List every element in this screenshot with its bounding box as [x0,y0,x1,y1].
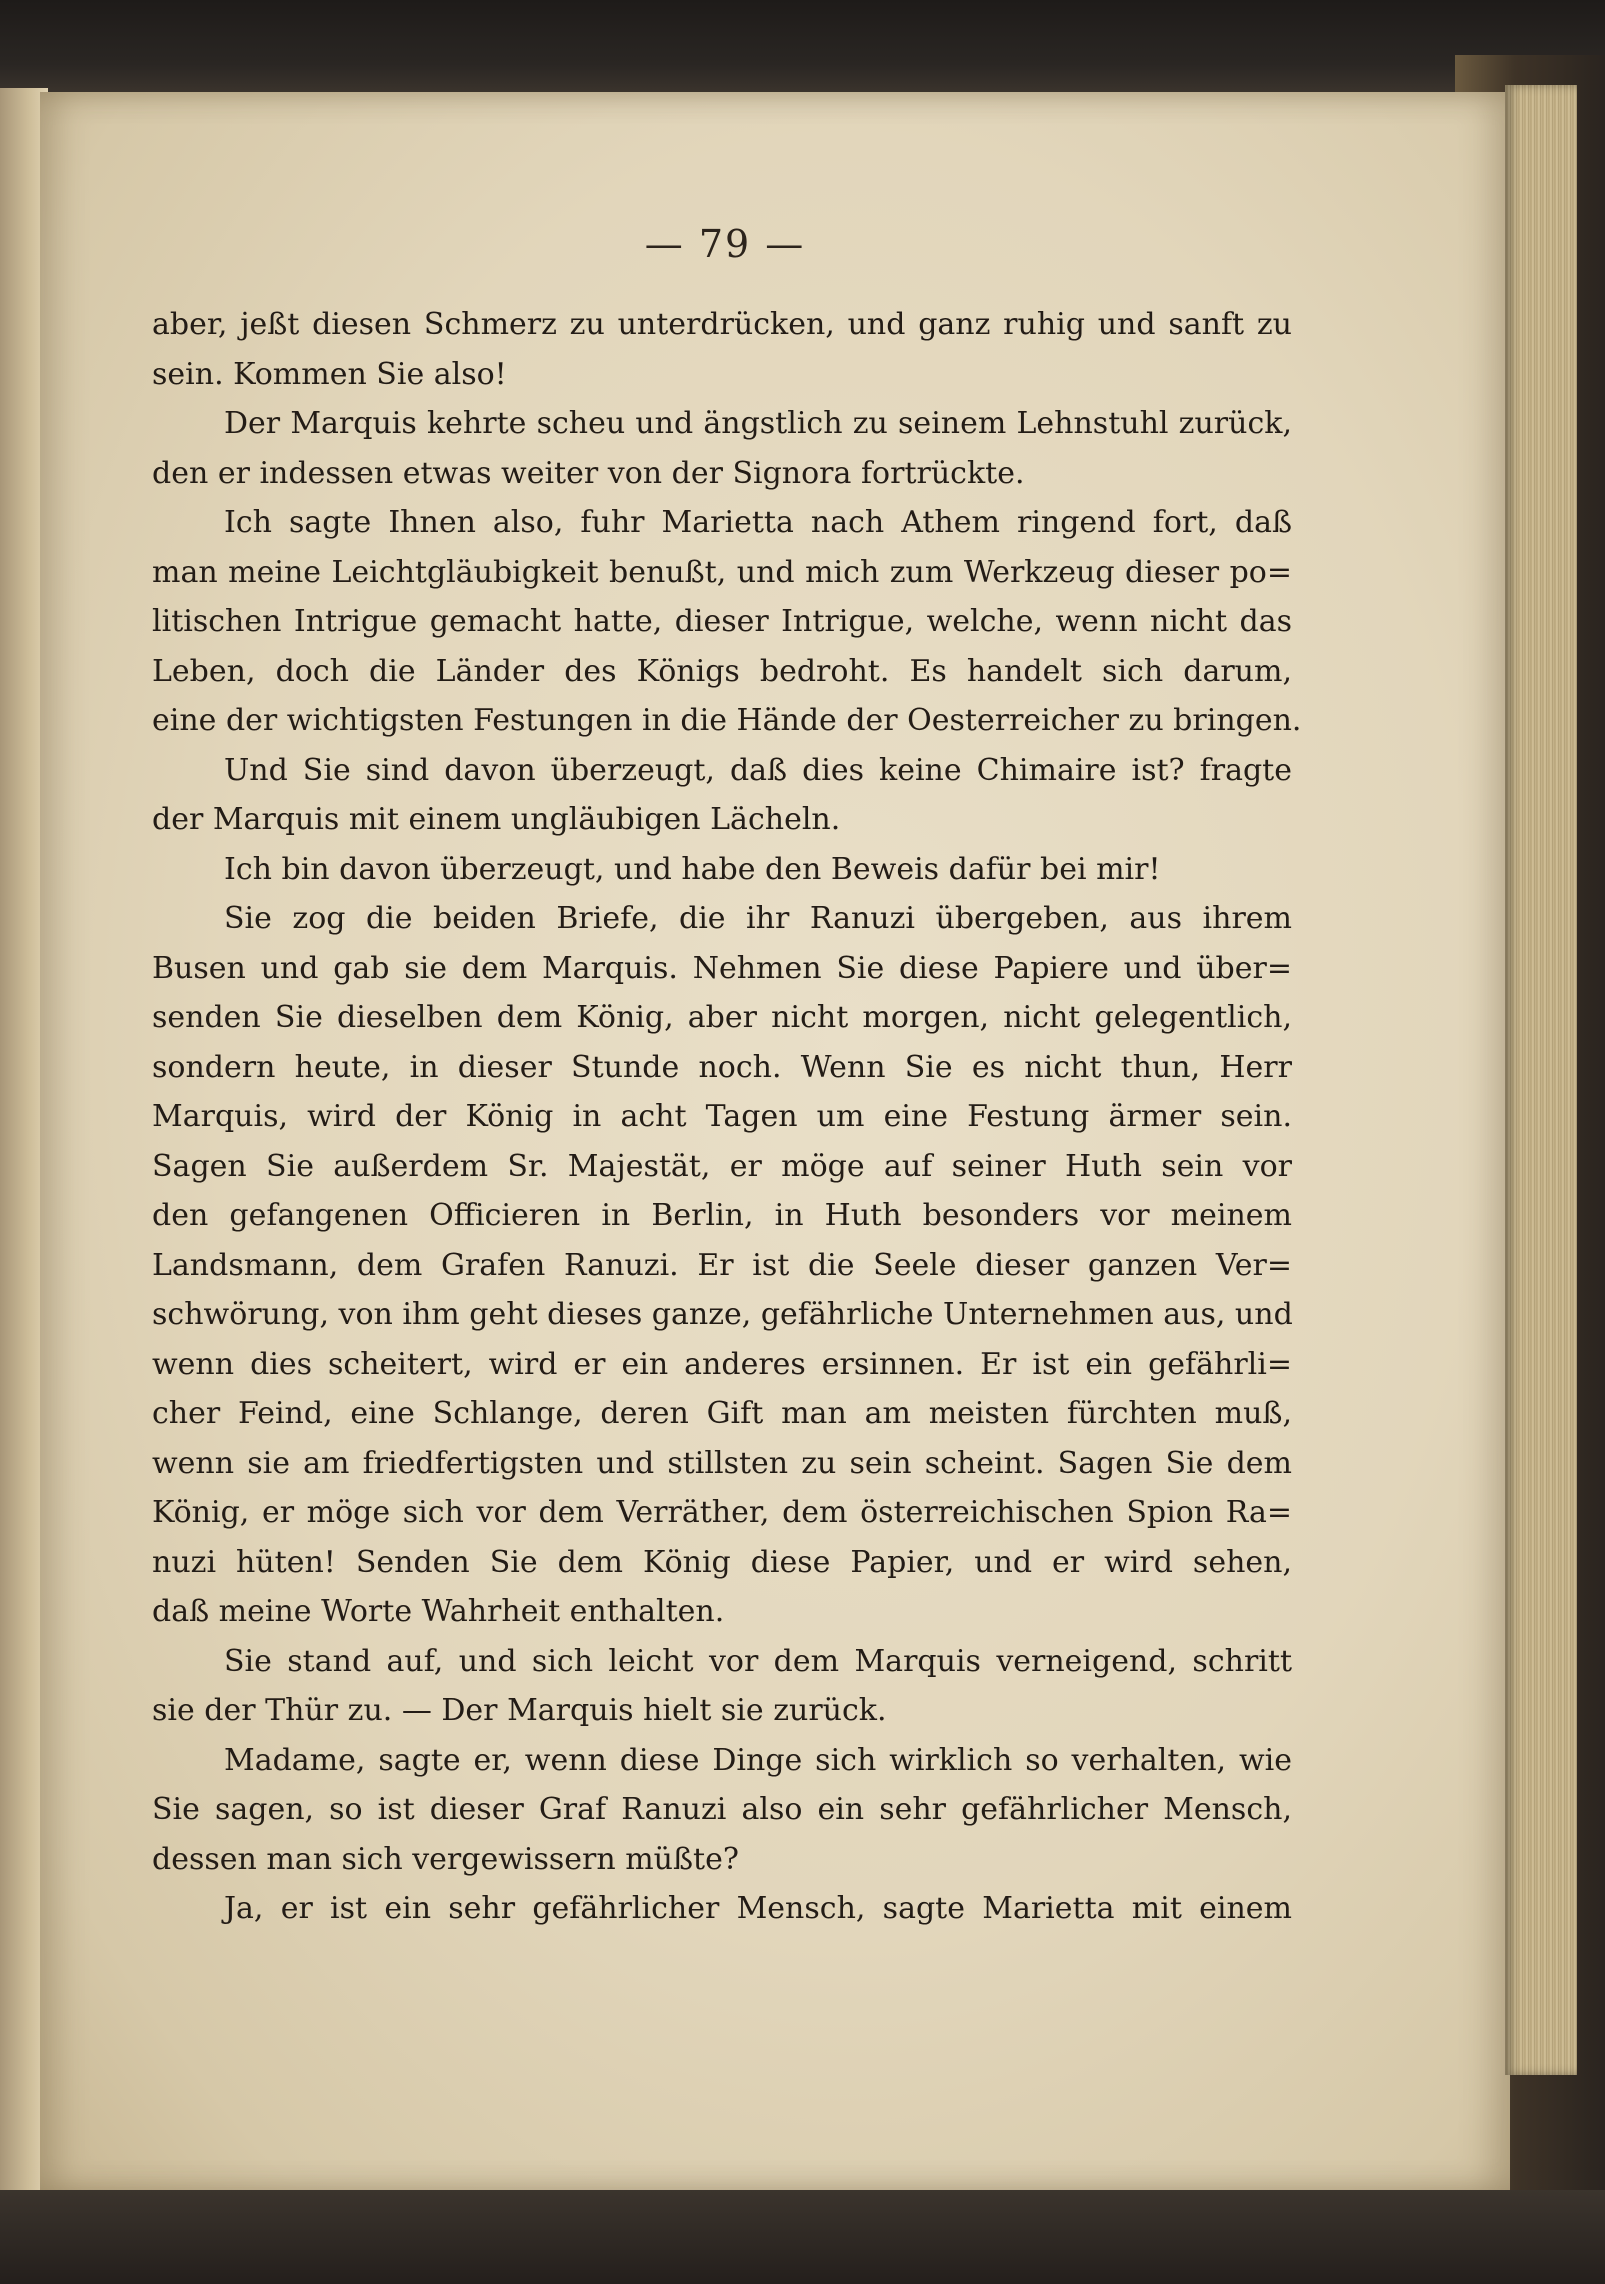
text-line: König, er möge sich vor dem Verräther, dem österreichischen Spion Ra= [152,1495,1292,1530]
page-number: — 79 — [644,222,806,266]
text-line: sondern heute, in dieser Stunde noch. Wenn Sie es nicht thun, Herr [152,1049,1292,1085]
text-line: den er indessen etwas weiter von der Signora fortrückte. [152,455,1025,491]
text-line: eine der wichtigsten Festungen in die Hände der Oesterreicher zu bringen. [152,703,1302,738]
text-line: litischen Intrigue gemacht hatte, dieser Intrigue, welche, wenn nicht das [152,604,1292,639]
text-line: cher Feind, eine Schlange, deren Gift man am meisten fürchten muß, [152,1396,1292,1431]
text-line: Der Marquis kehrte scheu und ängstlich zu seinem Lehnstuhl zurück, [224,406,1292,441]
text-line: senden Sie dieselben dem König, aber nicht morgen, nicht gelegentlich, [152,1000,1292,1035]
text-line: aber, jeßt diesen Schmerz zu unterdrücken, und ganz ruhig und sanft zu [152,307,1292,342]
text-line: wenn sie am friedfertigsten und stillsten zu sein scheint. Sagen Sie dem [152,1445,1292,1481]
body-text [152,300,1302,1934]
text-line: Leben, doch die Länder des Königs bedroht. Es handelt sich darum, [152,653,1292,689]
text-line: dessen man sich vergewissern müßte? [152,1841,739,1877]
text-line: schwörung, von ihm geht dieses ganze, gefährliche Unternehmen aus, und [152,1297,1293,1332]
text-line: Busen und gab sie dem Marquis. Nehmen Sie diese Papiere und über= [152,950,1292,986]
text-line: wenn dies scheitert, wird er ein anderes ersinnen. Er ist ein gefährli= [152,1346,1292,1382]
text-line: der Marquis mit einem ungläubigen Lächeln. [152,802,841,837]
background-top [0,0,1605,92]
text-line: den gefangenen Officieren in Berlin, in Huth besonders vor meinem [152,1198,1292,1233]
text-line: Landsmann, dem Grafen Ranuzi. Er ist die Seele dieser ganzen Ver= [152,1247,1292,1283]
text-line: Madame, sagte er, wenn diese Dinge sich wirklich so verhalten, wie [224,1742,1292,1778]
text-line: Sie zog die beiden Briefe, die ihr Ranuzi übergeben, aus ihrem [224,901,1292,936]
text-line: nuzi hüten! Senden Sie dem König diese Papier, und er wird sehen, [152,1544,1292,1580]
text-line: Ich bin davon überzeugt, und habe den Beweis dafür bei mir! [224,851,1161,887]
text-line: man meine Leichtgläubigkeit benußt, und mich zum Werkzeug dieser po= [152,554,1292,590]
text-line: daß meine Worte Wahrheit enthalten. [152,1594,725,1629]
text-line: Ich sagte Ihnen also, fuhr Marietta nach Athem ringend fort, daß [224,505,1292,540]
text-line: Und Sie sind davon überzeugt, daß dies keine Chimaire ist? fragte [224,752,1292,788]
text-line: sie der Thür zu. — Der Marquis hielt sie zurück. [152,1693,887,1728]
text-line: sein. Kommen Sie also! [152,356,507,392]
text-line: Marquis, wird der König in acht Tagen um eine Festung ärmer sein. [152,1099,1292,1134]
text-line: Ja, er ist ein sehr gefährlicher Mensch, sagte Marietta mit einem [224,1891,1292,1926]
text-line: Sagen Sie außerdem Sr. Majestät, er möge auf seiner Huth sein vor [152,1148,1292,1184]
background-bottom [0,2190,1605,2284]
page-edges [1505,85,1577,2075]
text-line: Sie sagen, so ist dieser Graf Ranuzi also ein sehr gefährlicher Mensch, [152,1792,1292,1827]
text-line: Sie stand auf, und sich leicht vor dem Marquis verneigend, schritt [224,1643,1292,1679]
